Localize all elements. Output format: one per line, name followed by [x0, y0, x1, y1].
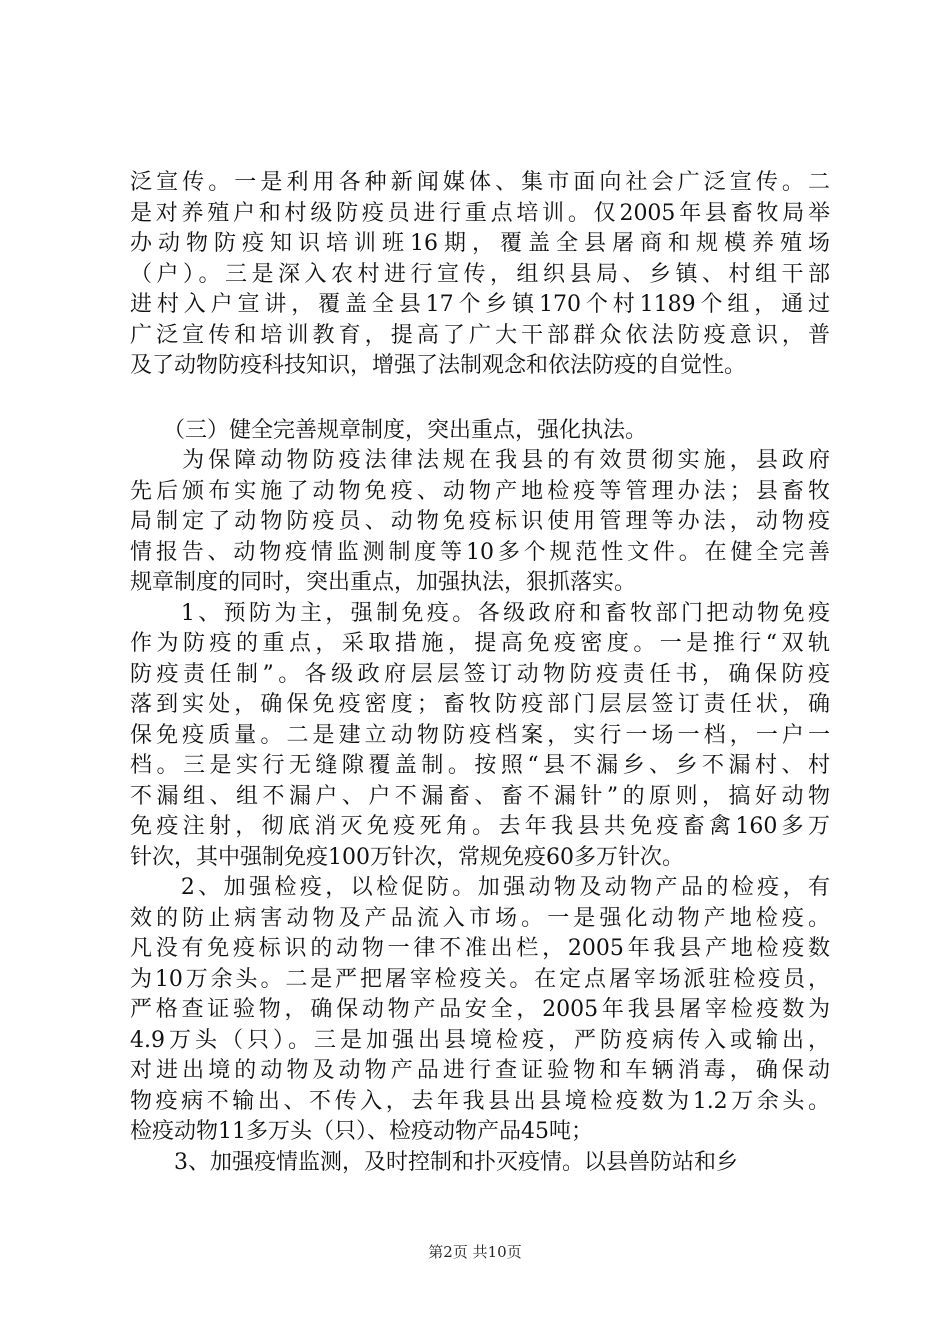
text-line: 针次，其中强制免疫100万针次，常规免疫60多万针次。 — [130, 844, 684, 870]
paragraph — [130, 446, 830, 599]
text-line: 效的防止病害动物及产品流入市场。一是强化动物产地检疫。 — [130, 905, 830, 931]
text-line: 保免疫质量。二是建立动物防疫档案，实行一场一档，一户一 — [130, 722, 830, 748]
text-line: 局制定了动物防疫员、动物免疫标识使用管理等办法，动物疫 — [130, 509, 830, 534]
paragraph — [130, 599, 830, 874]
paragraph — [130, 416, 830, 447]
text-line: 不漏组、组不漏户、户不漏畜、畜不漏针”的原则，搞好动物 — [130, 783, 830, 809]
text-line: 是对养殖户和村级防疫员进行重点培训。仅2005年县畜牧局举 — [130, 200, 830, 226]
text-line: 检疫动物11多万头（只）、检疫动物产品45吨； — [130, 1119, 593, 1144]
paragraph-gap — [130, 382, 830, 416]
text-line: 进村入户宣讲，覆盖全县17个乡镇170个村1189个组，通过 — [130, 292, 830, 317]
text-line: 情报告、动物疫情监测制度等10多个规范性文件。在健全完善 — [130, 539, 830, 565]
text-line: 规章制度的同时，突出重点，加强执法，狠抓落实。 — [130, 570, 637, 595]
paragraph — [130, 1148, 830, 1179]
paragraph — [130, 168, 830, 382]
text-line: 作为防疫的重点，采取措施，提高免疫密度。一是推行“双轨 — [130, 631, 830, 656]
text-line: 3、加强疫情监测，及时控制和扑灭疫情。以县兽防站和乡 — [130, 1149, 738, 1175]
text-line: 广泛宣传和培训教育，提高了广大干部群众依法防疫意识，普 — [130, 322, 830, 348]
text-line: 1、预防为主，强制免疫。各级政府和畜牧部门把动物免疫 — [130, 600, 830, 626]
text-line: 免疫注射，彻底消灭免疫死角。去年我县共免疫畜禽160多万 — [130, 814, 830, 839]
page-footer: 第2页 共10页 — [428, 1243, 522, 1261]
document-body — [130, 168, 830, 1178]
text-line: 物疫病不输出、不传入，去年我县出县境检疫数为1.2万余头。 — [130, 1088, 830, 1114]
text-line: 对进出境的动物及动物产品进行查证验物和车辆消毒，确保动 — [130, 1058, 830, 1083]
paragraph — [130, 873, 830, 1148]
text-line: 防疫责任制”。各级政府层层签订动物防疫责任书，确保防疫 — [130, 661, 830, 687]
text-line: 2、加强检疫，以检促防。加强动物及动物产品的检疫，有 — [130, 875, 830, 900]
text-line: 落到实处，确保免疫密度；畜牧防疫部门层层签订责任状，确 — [130, 692, 830, 717]
text-line: 4.9万头（只）。三是加强出县境检疫，严防疫病传入或输出， — [130, 1027, 830, 1053]
text-line: 为10万余头。二是严把屠宰检疫关。在定点屠宰场派驻检疫员， — [130, 966, 830, 992]
text-line: （三）健全完善规章制度，突出重点，强化执法。 — [130, 417, 648, 443]
text-line: 及了动物防疫科技知识，增强了法制观念和依法防疫的自觉性。 — [130, 353, 747, 378]
text-line: 档。三是实行无缝隙覆盖制。按照“县不漏乡、乡不漏村、村 — [130, 753, 830, 778]
text-line: 先后颁布实施了动物免疫、动物产地检疫等管理办法；县畜牧 — [130, 478, 830, 504]
text-line: （户）。三是深入农村进行宣传，组织县局、乡镇、村组干部 — [130, 261, 830, 287]
text-line: 泛宣传。一是利用各种新闻媒体、集市面向社会广泛宣传。二 — [130, 170, 830, 195]
text-line: 办动物防疫知识培训班16期，覆盖全县屠商和规模养殖场 — [130, 231, 830, 256]
text-line: 严格查证验物，确保动物产品安全，2005年我县屠宰检疫数为 — [130, 997, 830, 1022]
text-line: 凡没有免疫标识的动物一律不准出栏，2005年我县产地检疫数 — [130, 936, 830, 961]
text-line: 为保障动物防疫法律法规在我县的有效贯彻实施，县政府 — [130, 448, 830, 473]
